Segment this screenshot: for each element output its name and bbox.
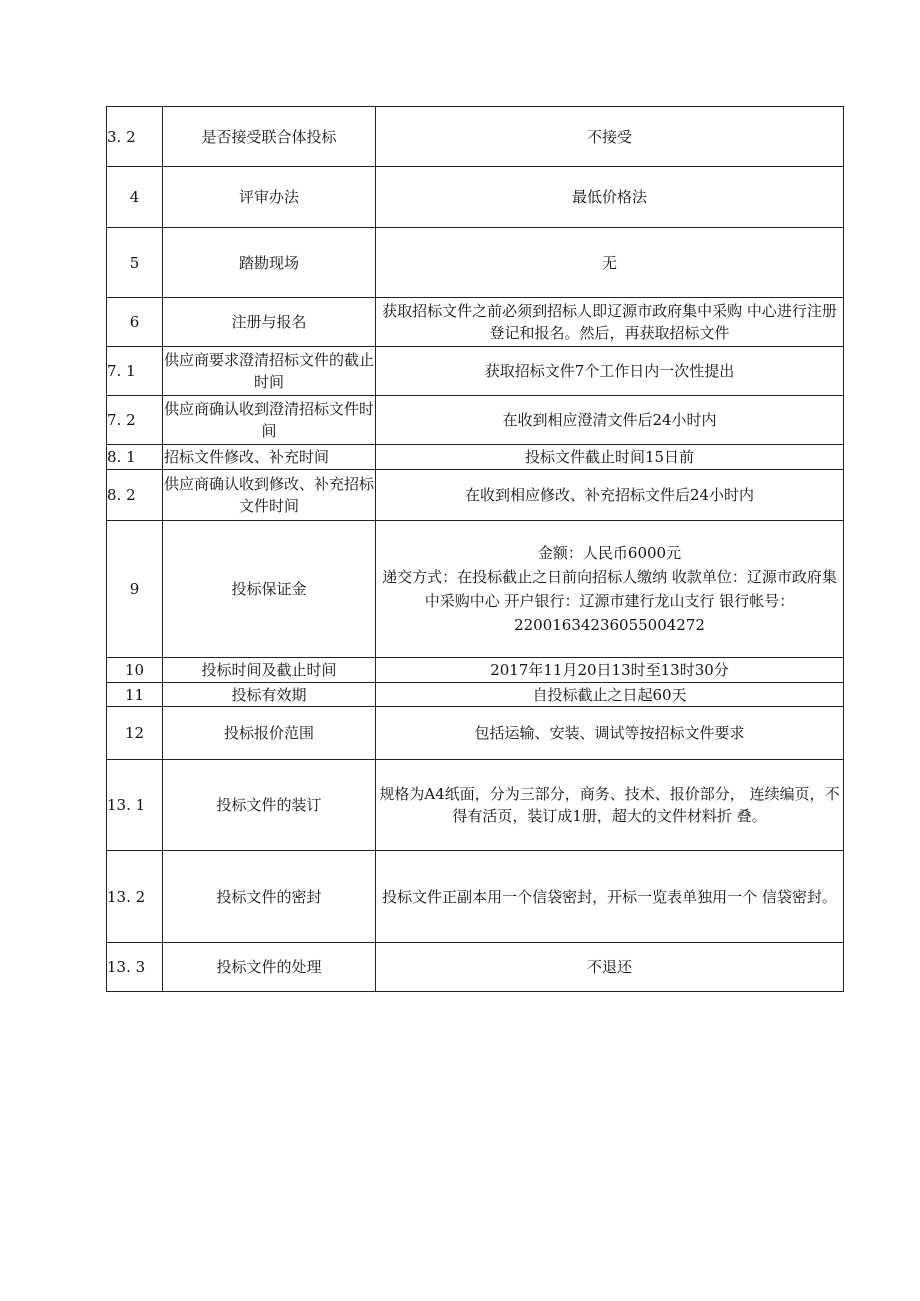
row-content: 2017年11月20日13时至13时30分 — [376, 658, 844, 683]
row-item: 是否接受联合体投标 — [163, 107, 376, 167]
row-content — [376, 521, 844, 658]
table-row — [107, 943, 844, 992]
table-row — [107, 851, 844, 943]
row-number: 8. 1 — [107, 445, 163, 470]
row-number: 9 — [107, 521, 163, 658]
row-number: 3. 2 — [107, 107, 163, 167]
row-number: 5 — [107, 228, 163, 298]
row-item: 供应商确认收到澄清招标文件时间 — [163, 396, 376, 445]
row-content: 投标文件正副本用一个信袋密封，开标一览表单独用一个 信袋密封。 — [376, 851, 844, 943]
row-item: 投标保证金 — [163, 521, 376, 658]
row-content: 最低价格法 — [376, 167, 844, 228]
table-row — [107, 521, 844, 658]
table-row — [107, 396, 844, 445]
row-content: 自投标截止之日起60天 — [376, 683, 844, 707]
table-row — [107, 347, 844, 396]
deposit-amount: 金额：人民币6000元 — [537, 544, 682, 562]
row-content: 规格为A4纸面，分为三部分，商务、技术、报价部分， 连续编页，不得有活页，装订成1册，超大的文件材料折 叠。 — [376, 760, 844, 851]
row-content: 在收到相应修改、补充招标文件后24小时内 — [376, 470, 844, 521]
row-item: 投标文件的密封 — [163, 851, 376, 943]
row-number: 6 — [107, 298, 163, 347]
row-item: 招标文件修改、补充时间 — [163, 445, 376, 470]
table-row — [107, 445, 844, 470]
row-content: 投标文件截止时间15日前 — [376, 445, 844, 470]
table-row — [107, 107, 844, 167]
row-number: 13. 1 — [107, 760, 163, 851]
row-item: 评审办法 — [163, 167, 376, 228]
row-item: 注册与报名 — [163, 298, 376, 347]
row-item: 投标文件的处理 — [163, 943, 376, 992]
bid-info-table — [106, 106, 844, 992]
row-number: 13. 3 — [107, 943, 163, 992]
row-content: 获取招标文件之前必须到招标人即辽源市政府集中采购 中心进行注册登记和报名。然后，再获取招标文件 — [376, 298, 844, 347]
row-item: 投标时间及截止时间 — [163, 658, 376, 683]
table-row — [107, 228, 844, 298]
table-row — [107, 298, 844, 347]
deposit-details — [376, 541, 843, 637]
row-number: 7. 1 — [107, 347, 163, 396]
row-number: 13. 2 — [107, 851, 163, 943]
table-row — [107, 707, 844, 760]
row-number: 8. 2 — [107, 470, 163, 521]
table-row — [107, 683, 844, 707]
row-content: 获取招标文件7个工作日内一次性提出 — [376, 347, 844, 396]
row-content: 无 — [376, 228, 844, 298]
row-content: 包括运输、安装、调试等按招标文件要求 — [376, 707, 844, 760]
row-item: 供应商确认收到修改、补充招标文件时间 — [163, 470, 376, 521]
table-row — [107, 658, 844, 683]
deposit-method: 递交方式：在投标截止之日前向招标人缴纳 收款单位：辽源市政府集中采购中心 开户银行：辽源市建行龙山支行 银行帐号：22001634236055004272 — [382, 568, 837, 634]
table-row — [107, 167, 844, 228]
row-content: 不退还 — [376, 943, 844, 992]
row-number: 10 — [107, 658, 163, 683]
table-row — [107, 760, 844, 851]
row-item: 投标报价范围 — [163, 707, 376, 760]
row-number: 12 — [107, 707, 163, 760]
table-row — [107, 470, 844, 521]
row-item: 投标文件的装订 — [163, 760, 376, 851]
row-item: 踏勘现场 — [163, 228, 376, 298]
row-number: 7. 2 — [107, 396, 163, 445]
row-item: 投标有效期 — [163, 683, 376, 707]
row-number: 4 — [107, 167, 163, 228]
row-content: 在收到相应澄清文件后24小时内 — [376, 396, 844, 445]
row-item: 供应商要求澄清招标文件的截止时间 — [163, 347, 376, 396]
row-content: 不接受 — [376, 107, 844, 167]
row-number: 11 — [107, 683, 163, 707]
